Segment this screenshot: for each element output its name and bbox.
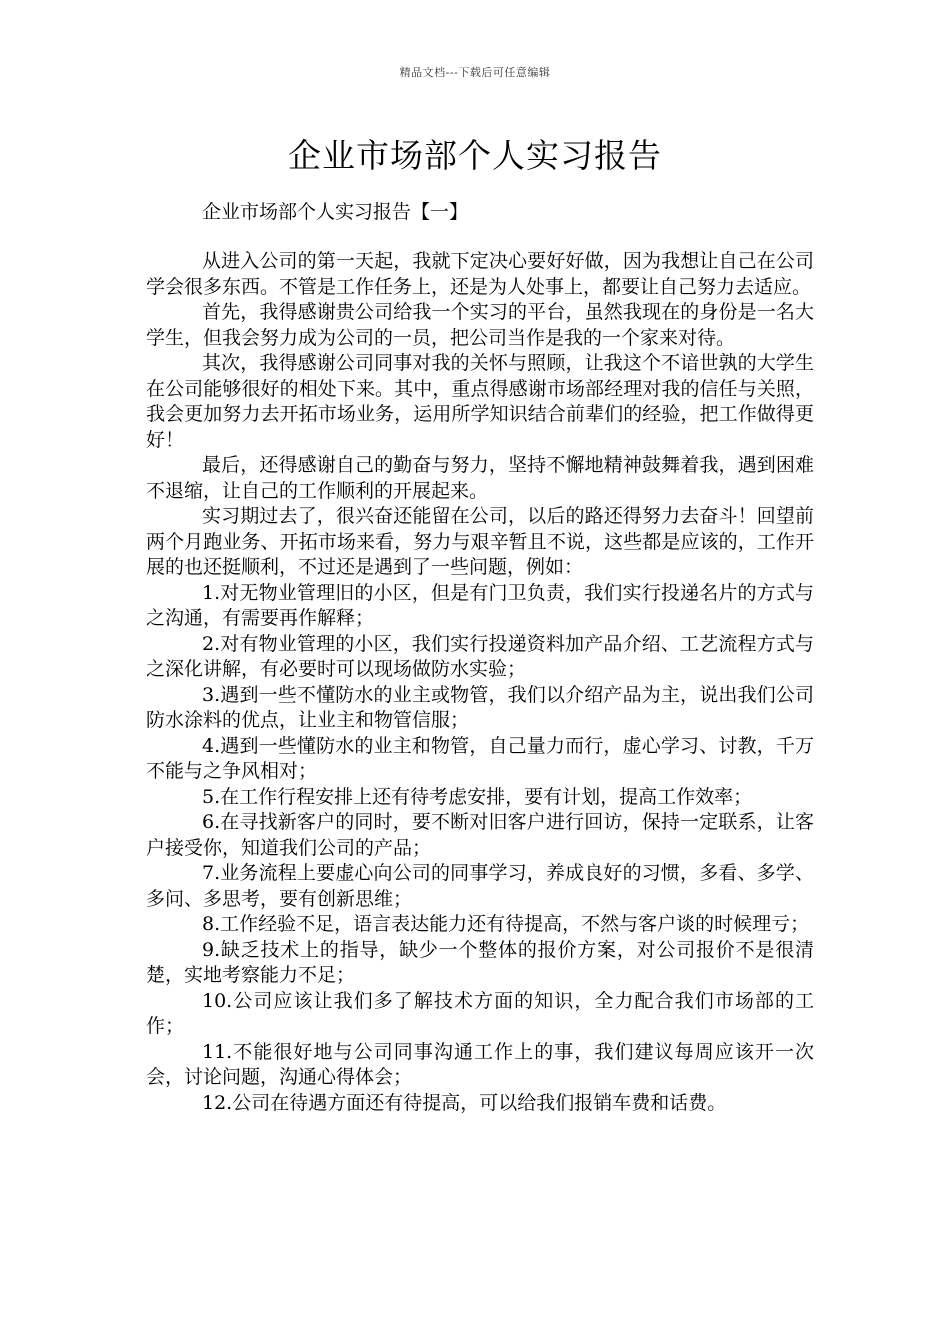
document-title: 企业市场部个人实习报告: [288, 136, 662, 175]
list-item: 10.公司应该让我们多了解技术方面的知识，全力配合我们市场部的工作；: [146, 989, 814, 1037]
paragraph-intro: 从进入公司的第一天起，我就下定决心要好好做，因为我想让自己在公司学会很多东西。不管是工作任务上，还是为人处事上，都要让自己努力去适应。: [146, 250, 814, 298]
section-subtitle: 企业市场部个人实习报告【一】: [202, 201, 469, 223]
paragraph-second: 其次，我得感谢公司同事对我的关怀与照顾，让我这个不谙世孰的大学生在公司能够很好的相处下来。其中，重点得感谢市场部经理对我的信任与关照，我会更加努力去开拓市场业务，运用所学知识结合前辈们的经验，把工作做得更好！: [146, 352, 814, 451]
list-item: 6.在寻找新客户的同时，要不断对旧客户进行回访，保持一定联系，让客户接受你，知道我们公司的产品；: [146, 811, 814, 859]
paragraph-problems: 实习期过去了，很兴奋还能留在公司，以后的路还得努力去奋斗！回望前两个月跑业务、开拓市场来看，努力与艰辛暂且不说，这些都是应该的，工作开展的也还挺顺利，不过还是遇到了一些问题，例如：: [146, 505, 814, 578]
document-header-note: 精品文档---下载后可任意编辑: [399, 66, 551, 79]
list-item: 12.公司在待遇方面还有待提高，可以给我们报销车费和话费。: [202, 1091, 727, 1114]
list-item: 4.遇到一些懂防水的业主和物管，自己量力而行，虚心学习、讨教，千万不能与之争风相对；: [146, 734, 814, 782]
list-item: 3.遇到一些不懂防水的业主或物管，我们以介绍产品为主，说出我们公司防水涂料的优点，让业主和物管信服；: [146, 683, 814, 731]
list-item: 9.缺乏技术上的指导，缺少一个整体的报价方案，对公司报价不是很清楚，实地考察能力不足；: [146, 938, 814, 986]
list-item: 8.工作经验不足，语言表达能力还有待提高，不然与客户谈的时候理亏；: [202, 913, 810, 935]
document-body: [146, 249, 814, 1116]
list-item: 1.对无物业管理旧的小区，但是有门卫负责，我们实行投递名片的方式与之沟通，有需要再作解释；: [146, 581, 814, 629]
paragraph-first: 首先，我得感谢贵公司给我一个实习的平台，虽然我现在的身份是一名大学生，但我会努力成为公司的一员，把公司当作是我的一个家来对待。: [146, 301, 814, 349]
paragraph-last: 最后，还得感谢自己的勤奋与努力，坚持不懈地精神鼓舞着我，遇到困难不退缩，让自己的工作顺利的开展起来。: [146, 454, 814, 502]
list-item: 7.业务流程上要虚心向公司的同事学习，养成良好的习惯，多看、多学、多问、多思考，要有创新思维；: [146, 862, 814, 910]
list-item: 5.在工作行程安排上还有待考虑安排，要有计划，提高工作效率；: [202, 785, 753, 808]
list-item: 11.不能很好地与公司同事沟通工作上的事，我们建议每周应该开一次会，讨论问题，沟通心得体会；: [146, 1040, 814, 1088]
list-item: 2.对有物业管理的小区，我们实行投递资料加产品介绍、工艺流程方式与之深化讲解，有必要时可以现场做防水实验；: [146, 632, 814, 680]
